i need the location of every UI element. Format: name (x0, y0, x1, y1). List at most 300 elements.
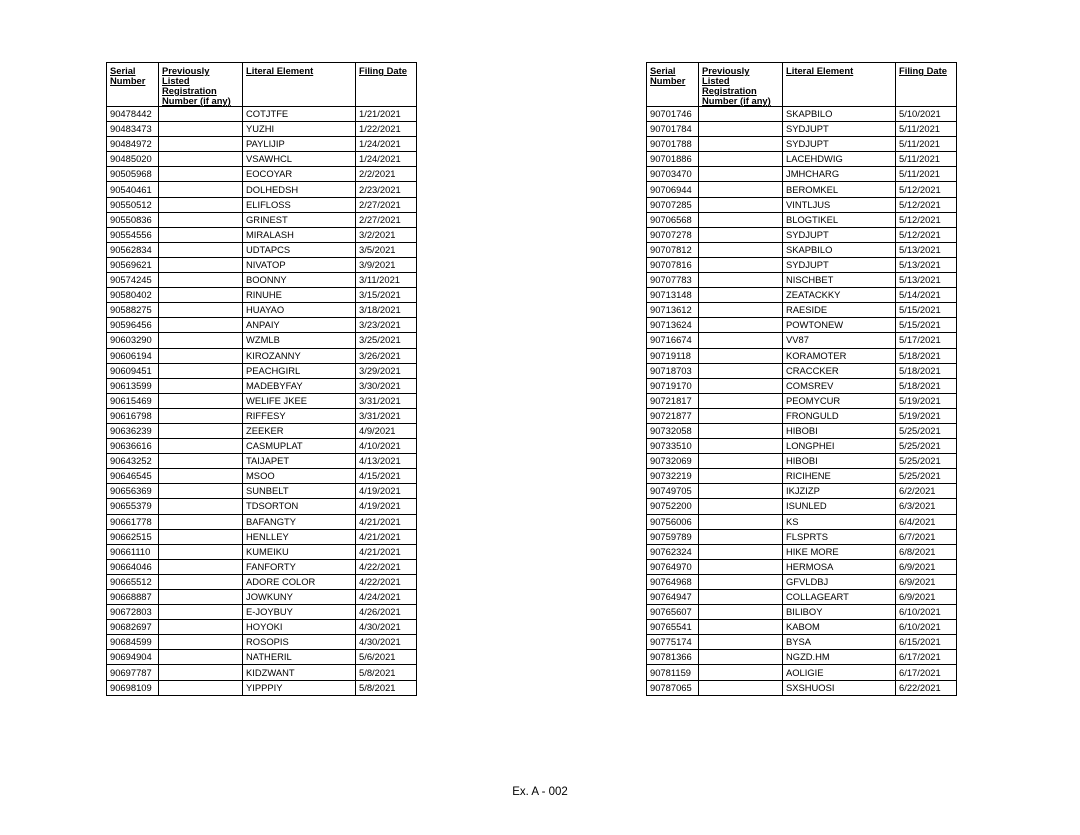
literal-element-cell: BOONNY (243, 273, 356, 288)
filing-date-cell: 6/8/2021 (896, 544, 957, 559)
serial-number-cell: 90661110 (107, 544, 159, 559)
filing-date-cell: 5/25/2021 (896, 439, 957, 454)
filing-date-cell: 6/17/2021 (896, 665, 957, 680)
literal-element-cell: CRACCKER (783, 363, 896, 378)
literal-element-cell: KUMEIKU (243, 544, 356, 559)
literal-element-cell: ELIFLOSS (243, 197, 356, 212)
filing-date-cell: 6/4/2021 (896, 514, 957, 529)
previous-registration-cell (699, 333, 783, 348)
serial-number-cell: 90682697 (107, 620, 159, 635)
literal-element-cell: COMSREV (783, 378, 896, 393)
table-row (647, 182, 957, 197)
previous-registration-cell (699, 393, 783, 408)
previous-registration-cell (159, 378, 243, 393)
table-row (647, 318, 957, 333)
table-row (647, 559, 957, 574)
previous-registration-cell (159, 590, 243, 605)
filing-date-cell: 3/29/2021 (356, 363, 417, 378)
previous-registration-cell (699, 167, 783, 182)
filing-date-cell: 2/2/2021 (356, 167, 417, 182)
serial-number-cell: 90719170 (647, 378, 699, 393)
literal-element-cell: GRINEST (243, 212, 356, 227)
serial-number-cell: 90596456 (107, 318, 159, 333)
filing-date-cell: 5/12/2021 (896, 212, 957, 227)
header-previous-registration: Previously Listed Registration Number (if any) (699, 63, 783, 107)
serial-number-cell: 90781159 (647, 665, 699, 680)
literal-element-cell: SYDJUPT (783, 227, 896, 242)
serial-number-cell: 90697787 (107, 665, 159, 680)
serial-number-cell: 90550836 (107, 212, 159, 227)
table-row (647, 650, 957, 665)
literal-element-cell: BAFANGTY (243, 514, 356, 529)
filing-date-cell: 5/8/2021 (356, 665, 417, 680)
literal-element-cell: NIVATOP (243, 257, 356, 272)
filing-date-cell: 4/19/2021 (356, 499, 417, 514)
previous-registration-cell (699, 137, 783, 152)
registration-table-right (646, 62, 957, 696)
serial-number-cell: 90569621 (107, 257, 159, 272)
table-row (107, 665, 417, 680)
literal-element-cell: BYSA (783, 635, 896, 650)
filing-date-cell: 5/14/2021 (896, 288, 957, 303)
table-row (107, 423, 417, 438)
previous-registration-cell (699, 484, 783, 499)
previous-registration-cell (699, 182, 783, 197)
serial-number-cell: 90484972 (107, 137, 159, 152)
filing-date-cell: 4/22/2021 (356, 574, 417, 589)
serial-number-cell: 90662515 (107, 529, 159, 544)
table-row (647, 227, 957, 242)
literal-element-cell: SYDJUPT (783, 257, 896, 272)
literal-element-cell: SXSHUOSI (783, 680, 896, 695)
filing-date-cell: 5/15/2021 (896, 303, 957, 318)
table-row (107, 559, 417, 574)
table-row (647, 137, 957, 152)
previous-registration-cell (159, 469, 243, 484)
table-row (647, 454, 957, 469)
literal-element-cell: BEROMKEL (783, 182, 896, 197)
serial-number-cell: 90707816 (647, 257, 699, 272)
literal-element-cell: MSOO (243, 469, 356, 484)
literal-element-cell: FRONGULD (783, 408, 896, 423)
previous-registration-cell (699, 650, 783, 665)
table-header-row (647, 63, 957, 107)
literal-element-cell: CASMUPLAT (243, 439, 356, 454)
filing-date-cell: 5/17/2021 (896, 333, 957, 348)
literal-element-cell: POWTONEW (783, 318, 896, 333)
serial-number-cell: 90719118 (647, 348, 699, 363)
literal-element-cell: RAESIDE (783, 303, 896, 318)
filing-date-cell: 5/12/2021 (896, 182, 957, 197)
literal-element-cell: AOLIGIE (783, 665, 896, 680)
filing-date-cell: 5/25/2021 (896, 423, 957, 438)
previous-registration-cell (699, 469, 783, 484)
serial-number-cell: 90665512 (107, 574, 159, 589)
table-row (107, 212, 417, 227)
literal-element-cell: YIPPPIY (243, 680, 356, 695)
serial-number-cell: 90562834 (107, 242, 159, 257)
serial-number-cell: 90749705 (647, 484, 699, 499)
table-row (647, 469, 957, 484)
literal-element-cell: LACEHDWIG (783, 152, 896, 167)
previous-registration-cell (159, 152, 243, 167)
previous-registration-cell (159, 605, 243, 620)
literal-element-cell: DOLHEDSH (243, 182, 356, 197)
filing-date-cell: 6/10/2021 (896, 620, 957, 635)
previous-registration-cell (159, 665, 243, 680)
table-row (647, 484, 957, 499)
previous-registration-cell (159, 529, 243, 544)
serial-number-cell: 90713624 (647, 318, 699, 333)
table-row (647, 122, 957, 137)
serial-number-cell: 90643252 (107, 454, 159, 469)
serial-number-cell: 90478442 (107, 107, 159, 122)
serial-number-cell: 90580402 (107, 288, 159, 303)
serial-number-cell: 90616798 (107, 408, 159, 423)
filing-date-cell: 5/8/2021 (356, 680, 417, 695)
filing-date-cell: 3/26/2021 (356, 348, 417, 363)
previous-registration-cell (159, 393, 243, 408)
previous-registration-cell (159, 635, 243, 650)
table-row (647, 167, 957, 182)
filing-date-cell: 4/22/2021 (356, 559, 417, 574)
exhibit-page-label: Ex. A - 002 (512, 786, 568, 798)
filing-date-cell: 6/17/2021 (896, 650, 957, 665)
table-row (107, 122, 417, 137)
filing-date-cell: 5/25/2021 (896, 469, 957, 484)
table-row (107, 273, 417, 288)
serial-number-cell: 90588275 (107, 303, 159, 318)
literal-element-cell: PAYLIJIP (243, 137, 356, 152)
literal-element-cell: MADEBYFAY (243, 378, 356, 393)
literal-element-cell: ISUNLED (783, 499, 896, 514)
previous-registration-cell (159, 257, 243, 272)
previous-registration-cell (699, 257, 783, 272)
table-row (647, 333, 957, 348)
table-row (647, 590, 957, 605)
table-row (107, 514, 417, 529)
table-row (647, 665, 957, 680)
literal-element-cell: ADORE COLOR (243, 574, 356, 589)
serial-number-cell: 90706944 (647, 182, 699, 197)
serial-number-cell: 90733510 (647, 439, 699, 454)
serial-number-cell: 90550512 (107, 197, 159, 212)
serial-number-cell: 90752200 (647, 499, 699, 514)
serial-number-cell: 90603290 (107, 333, 159, 348)
filing-date-cell: 4/10/2021 (356, 439, 417, 454)
filing-date-cell: 3/30/2021 (356, 378, 417, 393)
previous-registration-cell (699, 212, 783, 227)
filing-date-cell: 6/2/2021 (896, 484, 957, 499)
filing-date-cell: 4/21/2021 (356, 529, 417, 544)
table-row (647, 544, 957, 559)
filing-date-cell: 5/19/2021 (896, 408, 957, 423)
previous-registration-cell (699, 122, 783, 137)
filing-date-cell: 5/6/2021 (356, 650, 417, 665)
header-previous-registration: Previously Listed Registration Number (if any) (159, 63, 243, 107)
filing-date-cell: 3/31/2021 (356, 408, 417, 423)
filing-date-cell: 5/18/2021 (896, 378, 957, 393)
previous-registration-cell (699, 408, 783, 423)
table-row (107, 227, 417, 242)
table-row (647, 393, 957, 408)
serial-number-cell: 90707812 (647, 242, 699, 257)
filing-date-cell: 5/11/2021 (896, 137, 957, 152)
literal-element-cell: PEACHGIRL (243, 363, 356, 378)
previous-registration-cell (159, 454, 243, 469)
literal-element-cell: KS (783, 514, 896, 529)
serial-number-cell: 90765607 (647, 605, 699, 620)
literal-element-cell: WELIFE JKEE (243, 393, 356, 408)
previous-registration-cell (159, 333, 243, 348)
literal-element-cell: EOCOYAR (243, 167, 356, 182)
header-serial-number: Serial Number (647, 63, 699, 107)
table-row (647, 197, 957, 212)
serial-number-cell: 90759789 (647, 529, 699, 544)
filing-date-cell: 5/19/2021 (896, 393, 957, 408)
serial-number-cell: 90646545 (107, 469, 159, 484)
filing-date-cell: 4/13/2021 (356, 454, 417, 469)
table-row (647, 378, 957, 393)
previous-registration-cell (699, 363, 783, 378)
literal-element-cell: ANPAIY (243, 318, 356, 333)
literal-element-cell: SYDJUPT (783, 137, 896, 152)
previous-registration-cell (159, 650, 243, 665)
previous-registration-cell (699, 439, 783, 454)
literal-element-cell: NISCHBET (783, 273, 896, 288)
previous-registration-cell (699, 605, 783, 620)
literal-element-cell: FLSPRTS (783, 529, 896, 544)
table-row (647, 620, 957, 635)
table-row (647, 680, 957, 695)
serial-number-cell: 90764968 (647, 574, 699, 589)
table-row (647, 348, 957, 363)
serial-number-cell: 90613599 (107, 378, 159, 393)
table-row (647, 439, 957, 454)
serial-number-cell: 90554556 (107, 227, 159, 242)
table-row (107, 484, 417, 499)
literal-element-cell: IKJZIZP (783, 484, 896, 499)
filing-date-cell: 6/10/2021 (896, 605, 957, 620)
literal-element-cell: HOYOKI (243, 620, 356, 635)
table-row (647, 499, 957, 514)
table-row (647, 635, 957, 650)
literal-element-cell: HIBOBI (783, 454, 896, 469)
previous-registration-cell (699, 514, 783, 529)
table-row (107, 333, 417, 348)
literal-element-cell: RICIHENE (783, 469, 896, 484)
serial-number-cell: 90672803 (107, 605, 159, 620)
serial-number-cell: 90707278 (647, 227, 699, 242)
previous-registration-cell (699, 242, 783, 257)
previous-registration-cell (699, 423, 783, 438)
filing-date-cell: 3/23/2021 (356, 318, 417, 333)
filing-date-cell: 5/15/2021 (896, 318, 957, 333)
table-row (647, 242, 957, 257)
previous-registration-cell (159, 288, 243, 303)
serial-number-cell: 90701746 (647, 107, 699, 122)
filing-date-cell: 5/13/2021 (896, 242, 957, 257)
filing-date-cell: 5/25/2021 (896, 454, 957, 469)
filing-date-cell: 3/18/2021 (356, 303, 417, 318)
filing-date-cell: 2/27/2021 (356, 197, 417, 212)
filing-date-cell: 3/31/2021 (356, 393, 417, 408)
filing-date-cell: 4/21/2021 (356, 544, 417, 559)
filing-date-cell: 3/11/2021 (356, 273, 417, 288)
previous-registration-cell (159, 559, 243, 574)
serial-number-cell: 90606194 (107, 348, 159, 363)
serial-number-cell: 90636616 (107, 439, 159, 454)
header-filing-date: Filing Date (356, 63, 417, 107)
literal-element-cell: PEOMYCUR (783, 393, 896, 408)
previous-registration-cell (159, 227, 243, 242)
filing-date-cell: 1/24/2021 (356, 137, 417, 152)
filing-date-cell: 4/30/2021 (356, 620, 417, 635)
serial-number-cell: 90775174 (647, 635, 699, 650)
literal-element-cell: HENLLEY (243, 529, 356, 544)
filing-date-cell: 5/11/2021 (896, 167, 957, 182)
previous-registration-cell (699, 378, 783, 393)
literal-element-cell: FANFORTY (243, 559, 356, 574)
previous-registration-cell (159, 544, 243, 559)
literal-element-cell: VV87 (783, 333, 896, 348)
filing-date-cell: 4/19/2021 (356, 484, 417, 499)
previous-registration-cell (159, 423, 243, 438)
literal-element-cell: HERMOSA (783, 559, 896, 574)
table-row (107, 152, 417, 167)
serial-number-cell: 90764947 (647, 590, 699, 605)
serial-number-cell: 90483473 (107, 122, 159, 137)
previous-registration-cell (159, 318, 243, 333)
previous-registration-cell (699, 288, 783, 303)
previous-registration-cell (159, 303, 243, 318)
table-row (107, 680, 417, 695)
table-row (647, 288, 957, 303)
filing-date-cell: 6/3/2021 (896, 499, 957, 514)
filing-date-cell: 1/21/2021 (356, 107, 417, 122)
filing-date-cell: 5/12/2021 (896, 227, 957, 242)
filing-date-cell: 5/13/2021 (896, 273, 957, 288)
previous-registration-cell (159, 514, 243, 529)
filing-date-cell: 5/12/2021 (896, 197, 957, 212)
filing-date-cell: 3/9/2021 (356, 257, 417, 272)
previous-registration-cell (699, 559, 783, 574)
previous-registration-cell (159, 408, 243, 423)
literal-element-cell: ZEEKER (243, 423, 356, 438)
literal-element-cell: SUNBELT (243, 484, 356, 499)
table-row (647, 529, 957, 544)
serial-number-cell: 90485020 (107, 152, 159, 167)
literal-element-cell: SKAPBILO (783, 242, 896, 257)
filing-date-cell: 5/18/2021 (896, 348, 957, 363)
serial-number-cell: 90655379 (107, 499, 159, 514)
previous-registration-cell (159, 620, 243, 635)
filing-date-cell: 4/26/2021 (356, 605, 417, 620)
previous-registration-cell (159, 182, 243, 197)
table-row (107, 439, 417, 454)
table-row (107, 378, 417, 393)
serial-number-cell: 90668887 (107, 590, 159, 605)
serial-number-cell: 90701886 (647, 152, 699, 167)
previous-registration-cell (699, 499, 783, 514)
table-row (647, 152, 957, 167)
serial-number-cell: 90732219 (647, 469, 699, 484)
table-row (647, 363, 957, 378)
serial-number-cell: 90694904 (107, 650, 159, 665)
filing-date-cell: 3/15/2021 (356, 288, 417, 303)
filing-date-cell: 3/2/2021 (356, 227, 417, 242)
table-row (107, 650, 417, 665)
literal-element-cell: BILIBOY (783, 605, 896, 620)
table-row (647, 273, 957, 288)
serial-number-cell: 90713148 (647, 288, 699, 303)
literal-element-cell: ZEATACKKY (783, 288, 896, 303)
serial-number-cell: 90707285 (647, 197, 699, 212)
literal-element-cell: COTJTFE (243, 107, 356, 122)
previous-registration-cell (159, 122, 243, 137)
filing-date-cell: 1/24/2021 (356, 152, 417, 167)
table-row (107, 499, 417, 514)
previous-registration-cell (159, 499, 243, 514)
literal-element-cell: E-JOYBUY (243, 605, 356, 620)
table-row (107, 257, 417, 272)
literal-element-cell: ROSOPIS (243, 635, 356, 650)
previous-registration-cell (699, 107, 783, 122)
filing-date-cell: 4/9/2021 (356, 423, 417, 438)
serial-number-cell: 90615469 (107, 393, 159, 408)
table-body-left (107, 107, 417, 696)
serial-number-cell: 90716674 (647, 333, 699, 348)
previous-registration-cell (699, 635, 783, 650)
table-row (107, 605, 417, 620)
serial-number-cell: 90765541 (647, 620, 699, 635)
literal-element-cell: HIBOBI (783, 423, 896, 438)
filing-date-cell: 5/18/2021 (896, 363, 957, 378)
previous-registration-cell (159, 273, 243, 288)
table-row (107, 574, 417, 589)
table-row (107, 620, 417, 635)
filing-date-cell: 6/9/2021 (896, 574, 957, 589)
serial-number-cell: 90762324 (647, 544, 699, 559)
filing-date-cell: 5/11/2021 (896, 152, 957, 167)
serial-number-cell: 90718703 (647, 363, 699, 378)
serial-number-cell: 90781366 (647, 650, 699, 665)
previous-registration-cell (699, 197, 783, 212)
table-row (107, 393, 417, 408)
table-row (107, 469, 417, 484)
literal-element-cell: LONGPHEI (783, 439, 896, 454)
filing-date-cell: 1/22/2021 (356, 122, 417, 137)
previous-registration-cell (159, 167, 243, 182)
header-serial-number: Serial Number (107, 63, 159, 107)
filing-date-cell: 4/24/2021 (356, 590, 417, 605)
serial-number-cell: 90721817 (647, 393, 699, 408)
literal-element-cell: NATHERIL (243, 650, 356, 665)
serial-number-cell: 90636239 (107, 423, 159, 438)
literal-element-cell: KIDZWANT (243, 665, 356, 680)
serial-number-cell: 90609451 (107, 363, 159, 378)
previous-registration-cell (699, 303, 783, 318)
previous-registration-cell (699, 544, 783, 559)
previous-registration-cell (159, 574, 243, 589)
serial-number-cell: 90707783 (647, 273, 699, 288)
registration-table-left (106, 62, 417, 696)
literal-element-cell: UDTAPCS (243, 242, 356, 257)
previous-registration-cell (699, 574, 783, 589)
serial-number-cell: 90732058 (647, 423, 699, 438)
previous-registration-cell (699, 665, 783, 680)
filing-date-cell: 4/15/2021 (356, 469, 417, 484)
